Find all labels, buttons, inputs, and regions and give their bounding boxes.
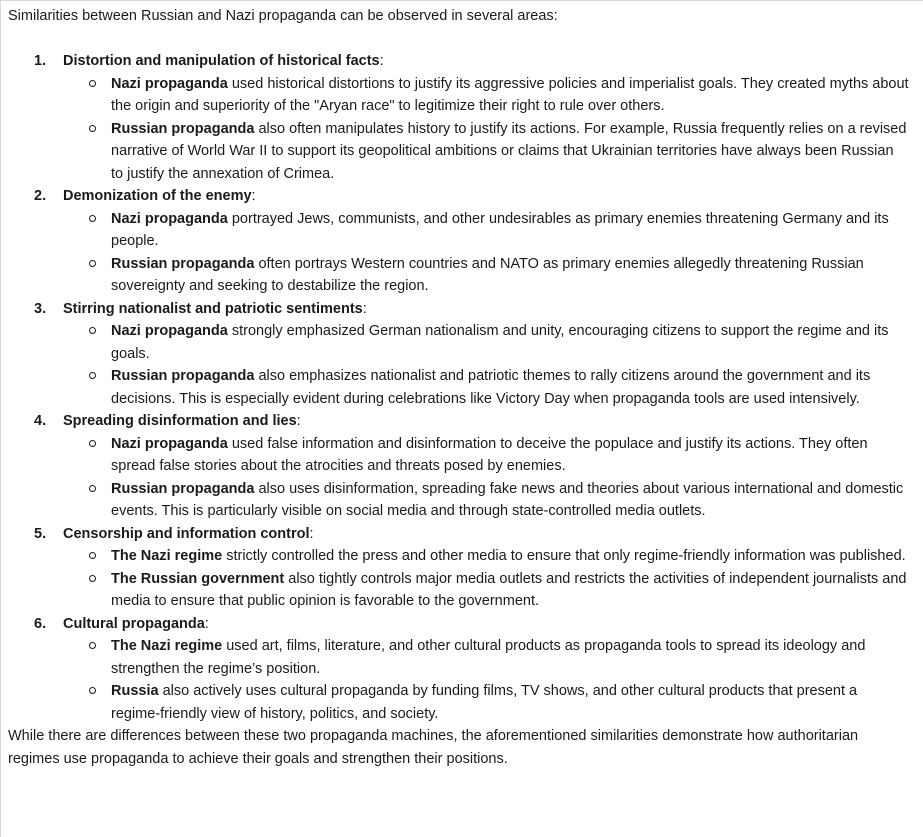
list-item — [8, 613, 913, 726]
bullet-text: strictly controlled the press and other media to ensure that only regime-friendly information was published. — [222, 548, 906, 564]
circle-bullet-icon — [89, 575, 96, 582]
bullet-lead: Russian propaganda — [111, 255, 255, 272]
list-heading-text: Cultural propaganda — [63, 615, 205, 632]
bullet-text: strongly emphasized German nationalism and unity, encouraging citizens to support the regime and its goals. — [111, 323, 889, 362]
bullet-lead: Russian propaganda — [111, 120, 255, 137]
bullet-text: used false information and disinformation to deceive the populace and justify its actions. They often spread false stories about the atrocities and threats posed by enemies. — [111, 435, 868, 474]
list-heading-text: Censorship and information control — [63, 525, 310, 542]
circle-bullet-icon — [89, 687, 96, 694]
bullet-text: also often manipulates history to justify its actions. For example, Russia frequently relies on a revised narrative of World War II to support its geopolitical ambitions or claims that Ukrainian territories have always been Russian to justify the annexation of Crimea. — [111, 120, 907, 182]
list-number: 1. — [34, 53, 47, 69]
circle-bullet-icon — [89, 485, 96, 492]
heading-colon: : — [204, 615, 209, 632]
bullet-text: portrayed Jews, communists, and other undesirables as primary enemies threatening Germany and its people. — [111, 210, 889, 249]
bullet-item — [111, 568, 909, 613]
list-heading-text: Distortion and manipulation of historical facts — [63, 53, 380, 69]
heading-colon: : — [379, 53, 384, 69]
list-item-heading — [34, 50, 913, 73]
bullet-text: also actively uses cultural propaganda by funding films, TV shows, and other cultural products that present a regime-friendly view of history, politics, and society. — [111, 683, 858, 722]
bullet-item — [111, 208, 909, 253]
list-number: 2. — [34, 188, 47, 204]
bullet-lead: Nazi propaganda — [111, 210, 228, 227]
list-number: 3. — [34, 300, 47, 317]
circle-bullet-icon — [89, 260, 96, 267]
list-item-heading — [34, 410, 913, 433]
bullet-lead: Russian propaganda — [111, 368, 255, 384]
bullet-text: used historical distortions to justify its aggressive policies and imperialist goals. They created myths about the origin and superiority of the "Aryan race" to legitimize their right to rule over others. — [111, 75, 909, 114]
circle-bullet-icon — [89, 552, 96, 559]
bullet-item — [111, 73, 909, 118]
list-item — [8, 185, 913, 298]
list-number: 4. — [34, 413, 47, 429]
list-item — [8, 523, 913, 613]
heading-colon: : — [296, 413, 301, 429]
list-heading-text: Spreading disinformation and lies — [63, 413, 297, 429]
circle-bullet-icon — [89, 125, 96, 132]
heading-colon: : — [309, 525, 314, 542]
circle-bullet-icon — [89, 327, 96, 334]
bullet-item — [111, 320, 909, 365]
bullet-lead: Russia — [111, 683, 159, 699]
bullet-text: often portrays Western countries and NATO as primary enemies allegedly threatening Russian sovereignty and seeking to destabilize the region. — [111, 255, 864, 294]
bullet-lead: Nazi propaganda — [111, 75, 228, 92]
circle-bullet-icon — [89, 80, 96, 87]
bullet-lead: Russian propaganda — [111, 480, 255, 497]
list-item-heading — [34, 613, 913, 636]
list-item-heading — [34, 523, 913, 546]
document-body — [1, 1, 923, 770]
list-item — [8, 410, 913, 523]
circle-bullet-icon — [89, 440, 96, 447]
bullet-text: also tightly controls major media outlets and restricts the activities of independent journalists and media to ensure that public opinion is favorable to the government. — [111, 570, 907, 609]
bullet-item — [111, 365, 909, 410]
list-item — [8, 298, 913, 411]
bullet-text: also uses disinformation, spreading fake news and theories about various international and domestic events. This is particularly visible on social media and through state-controlled media outlets. — [111, 480, 904, 519]
bullet-item — [111, 253, 909, 298]
blank-line — [8, 28, 913, 51]
bullet-lead: The Nazi regime — [111, 548, 223, 564]
bullet-item — [111, 478, 909, 523]
list-number: 6. — [34, 615, 47, 632]
list-heading-text: Stirring nationalist and patriotic sentiments — [63, 300, 363, 317]
outro-paragraph: While there are differences between these two propaganda machines, the aforementioned similarities demonstrate how authoritarian regimes use propaganda to achieve their goals and strengthen their positions. — [8, 728, 859, 767]
list-item-heading — [34, 185, 913, 208]
bullet-text: also emphasizes nationalist and patriotic themes to rally citizens around the government and its decisions. This is especially evident during celebrations like Victory Day when propaganda tools are used intensively. — [111, 368, 871, 407]
list-item-heading — [34, 298, 913, 321]
list-item — [8, 50, 913, 185]
list-number: 5. — [34, 525, 47, 542]
bullet-lead: Nazi propaganda — [111, 435, 228, 452]
bullet-text: used art, films, literature, and other cultural products as propaganda tools to spread its ideology and strengthen the regime’s position. — [111, 638, 866, 677]
bullet-item — [111, 635, 909, 680]
bullet-item — [111, 118, 909, 186]
circle-bullet-icon — [89, 642, 96, 649]
bullet-lead: The Nazi regime — [111, 638, 223, 654]
intro-paragraph: Similarities between Russian and Nazi propaganda can be observed in several areas: — [8, 8, 558, 24]
bullet-item — [111, 545, 909, 568]
bullet-lead: The Russian government — [111, 570, 285, 587]
circle-bullet-icon — [89, 372, 96, 379]
bullet-item — [111, 680, 909, 725]
bullet-item — [111, 433, 909, 478]
circle-bullet-icon — [89, 215, 96, 222]
heading-colon: : — [251, 188, 256, 204]
heading-colon: : — [362, 300, 367, 317]
list-heading-text: Demonization of the enemy — [63, 188, 252, 204]
bullet-lead: Nazi propaganda — [111, 323, 228, 339]
